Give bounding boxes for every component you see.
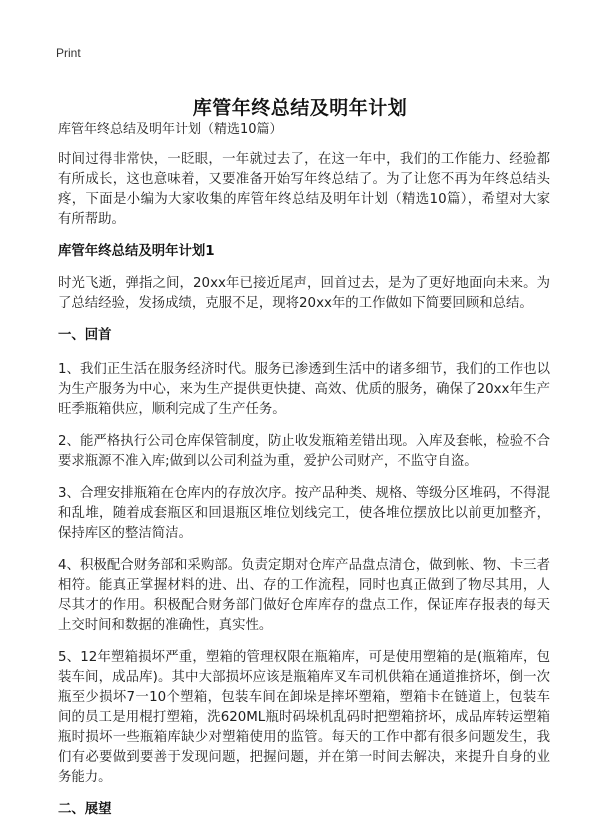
article-heading: 库管年终总结及明年计划1 xyxy=(58,244,215,259)
page-title: 库管年终总结及明年计划 xyxy=(192,96,408,119)
print-label[interactable]: Print xyxy=(56,46,81,60)
intro-paragraph: 时间过得非常快，一眨眼，一年就过去了，在这一年中，我们的工作能力、经验都有所成长，这也意味着，又要准备开始写年终总结了。为了让您不再为年终总结头疼，下面是小编为大家收集的库管年终总结及明年计划（精选10篇），希望对大家有所帮助。 xyxy=(58,152,550,227)
review-item-2: 2、能严格执行公司仓库保管制度，防止收发瓶箱差错出现。入库及套帐，检验不合要求瓶源不准入库;做到以公司利益为重，爱护公司财产，不监守自盗。 xyxy=(58,434,550,469)
section-heading-review: 一、回首 xyxy=(58,328,112,343)
review-item-3: 3、合理安排瓶箱在仓库内的存放次序。按产品种类、规格、等级分区堆码，不得混和乱堆，随着成套瓶区和回退瓶区堆位划线完工，使各堆位摆放比以前更加整齐，保持库区的整洁简洁。 xyxy=(58,486,550,541)
section-heading-outlook: 二、展望 xyxy=(58,802,112,817)
article-intro-paragraph: 时光飞逝，弹指之间，20xx年已接近尾声，回首过去，是为了更好地面向未来。为了总结经验，发扬成绩，克服不足，现将20xx年的工作做如下简要回顾和总结。 xyxy=(58,276,550,311)
document-body xyxy=(58,120,550,834)
review-item-4: 4、积极配合财务部和采购部。负责定期对仓库产品盘点清仓，做到帐、物、卡三者相符。能真正掌握材料的进、出、存的工作流程，同时也真正做到了物尽其用，人尽其才的作用。积极配合财务部门做好仓库库存的盘点工作，保证库存报表的每天上交时间和数据的准确性，真实性。 xyxy=(58,558,550,633)
review-item-5: 5、12年塑箱损坏严重，塑箱的管理权限在瓶箱库，可是使用塑箱的是(瓶箱库，包装车间，成品库)。其中大部损坏应该是瓶箱库叉车司机供箱在通道推挤坏，倒一次瓶至少损坏7一10个塑箱，包装车间在卸垛是摔坏塑箱，塑箱卡在链道上，包装车间的员工是用棍打塑箱，洗620ML瓶时码垛机乱码时把塑箱挤坏，成品库转运塑箱瓶时损坏一些瓶箱库缺少对塑箱使用的监管。每天的工作中都有很多问题发生，我们有必要做到要善于发现问题，把握问题，并在第一时间去解决，来提升自身的业务能力。 xyxy=(58,650,550,785)
document-subtitle: 库管年终总结及明年计划（精选10篇） xyxy=(58,122,283,137)
review-item-1: 1、我们正生活在服务经济时代。服务已渗透到生活中的诸多细节，我们的工作也以为生产服务为中心，来为生产提供更快捷、高效、优质的服务，确保了20xx年生产旺季瓶箱供应，顺利完成了生产任务。 xyxy=(58,362,550,417)
